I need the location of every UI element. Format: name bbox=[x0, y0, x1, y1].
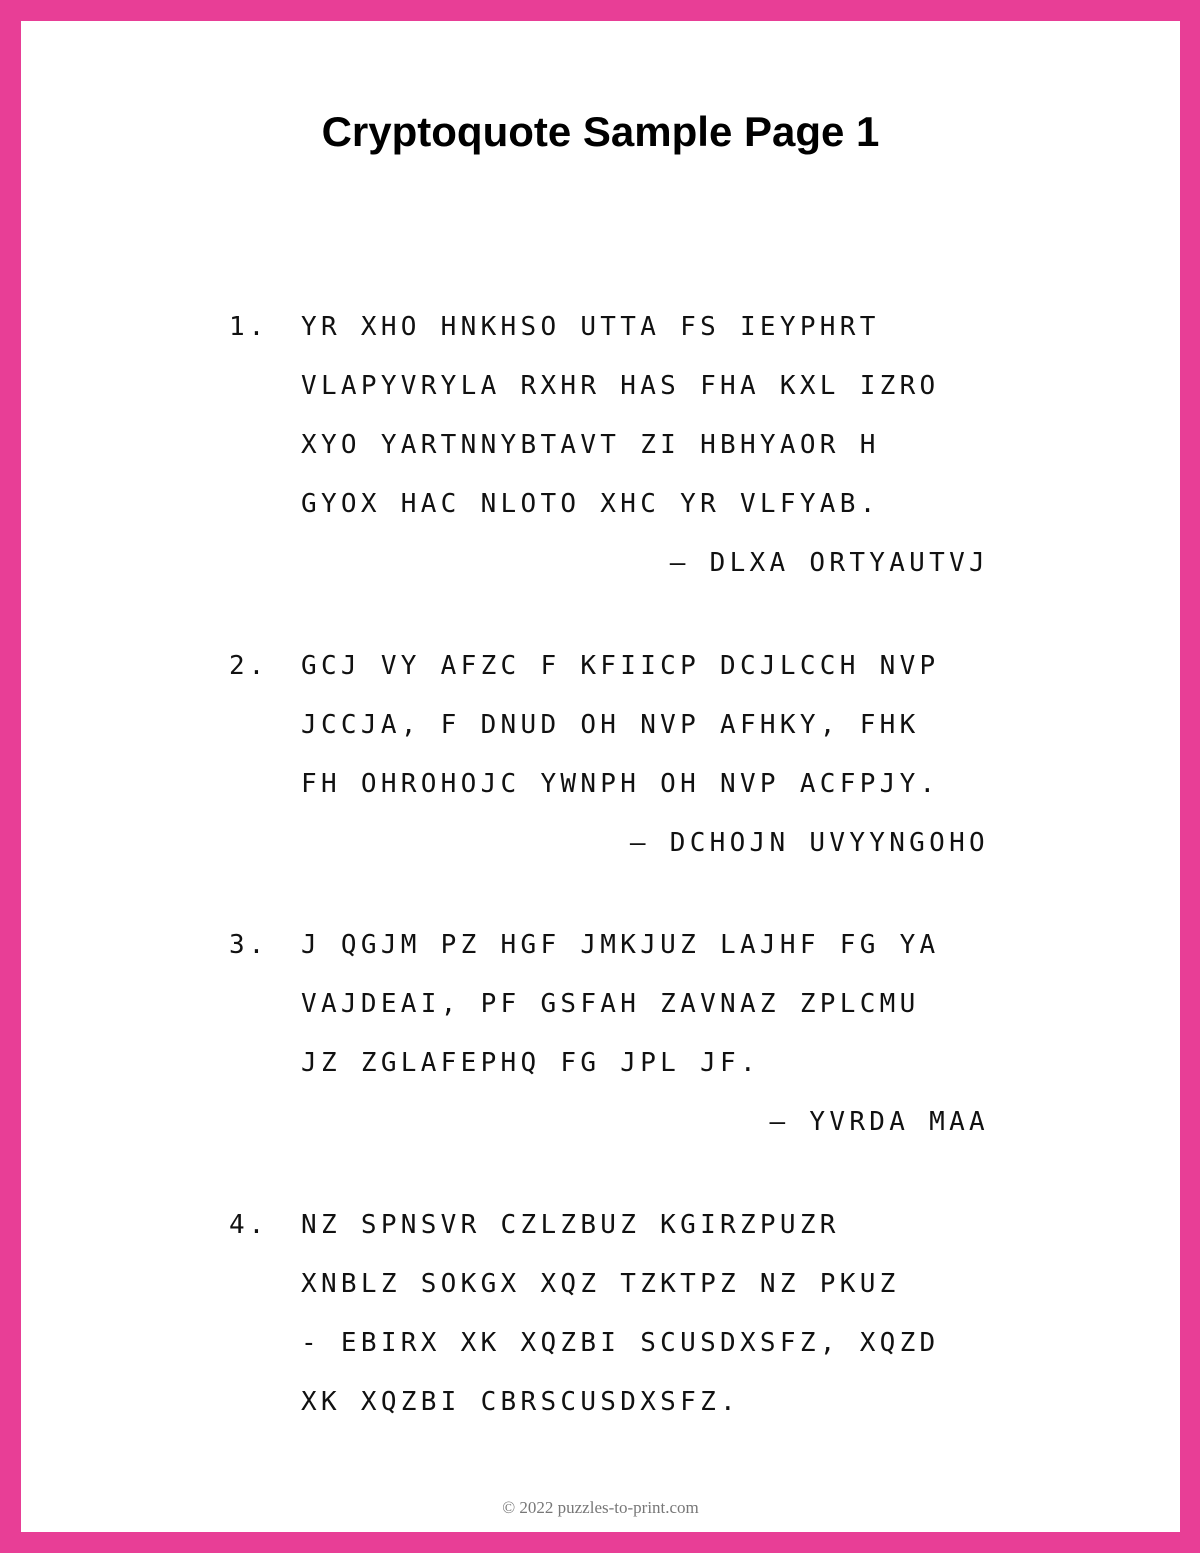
puzzle-number: 3. bbox=[229, 930, 269, 960]
cipher-line: YR XHO HNKHSO UTTA FS IEYPHRT bbox=[301, 312, 880, 342]
cipher-line: FH OHROHOJC YWNPH OH NVP ACFPJY. bbox=[301, 769, 940, 799]
cipher-author: — DCHOJN UVYYNGOHO bbox=[629, 828, 989, 858]
cipher-line: XNBLZ SOKGX XQZ TZKTPZ NZ PKUZ bbox=[301, 1269, 900, 1299]
cipher-line: VAJDEAI, PF GSFAH ZAVNAZ ZPLCMU bbox=[301, 989, 920, 1019]
cipher-line: - EBIRX XK XQZBI SCUSDXSFZ, XQZD bbox=[301, 1328, 940, 1358]
cipher-line: JZ ZGLAFEPHQ FG JPL JF. bbox=[301, 1048, 760, 1078]
cipher-line: VLAPYVRYLA RXHR HAS FHA KXL IZRO bbox=[301, 371, 940, 401]
puzzle-number: 2. bbox=[229, 651, 269, 681]
puzzle-page bbox=[21, 21, 1180, 1532]
puzzle-4 bbox=[229, 1196, 989, 1432]
cipher-author: — DLXA ORTYAUTVJ bbox=[669, 548, 989, 578]
cipher-line: J QGJM PZ HGF JMKJUZ LAJHF FG YA bbox=[301, 930, 940, 960]
cipher-line: JCCJA, F DNUD OH NVP AFHKY, FHK bbox=[301, 710, 920, 740]
cipher-author: — YVRDA MAA bbox=[769, 1107, 989, 1137]
puzzle-number: 1. bbox=[229, 312, 269, 342]
cipher-line: GYOX HAC NLOTO XHC YR VLFYAB. bbox=[301, 489, 880, 519]
puzzle-number: 4. bbox=[229, 1210, 269, 1240]
page-title: Cryptoquote Sample Page 1 bbox=[321, 108, 880, 155]
puzzle-3 bbox=[229, 916, 989, 1152]
cipher-line: NZ SPNSVR CZLZBUZ KGIRZPUZR bbox=[301, 1210, 840, 1240]
puzzle-1 bbox=[229, 298, 989, 593]
cipher-line: XYO YARTNNYBTAVT ZI HBHYAOR H bbox=[301, 430, 880, 460]
cipher-line: GCJ VY AFZC F KFIICP DCJLCCH NVP bbox=[301, 651, 940, 681]
copyright-footer: © 2022 puzzles-to-print.com bbox=[502, 1498, 699, 1517]
puzzle-2 bbox=[229, 637, 989, 873]
cipher-line: XK XQZBI CBRSCUSDXSFZ. bbox=[301, 1387, 740, 1417]
